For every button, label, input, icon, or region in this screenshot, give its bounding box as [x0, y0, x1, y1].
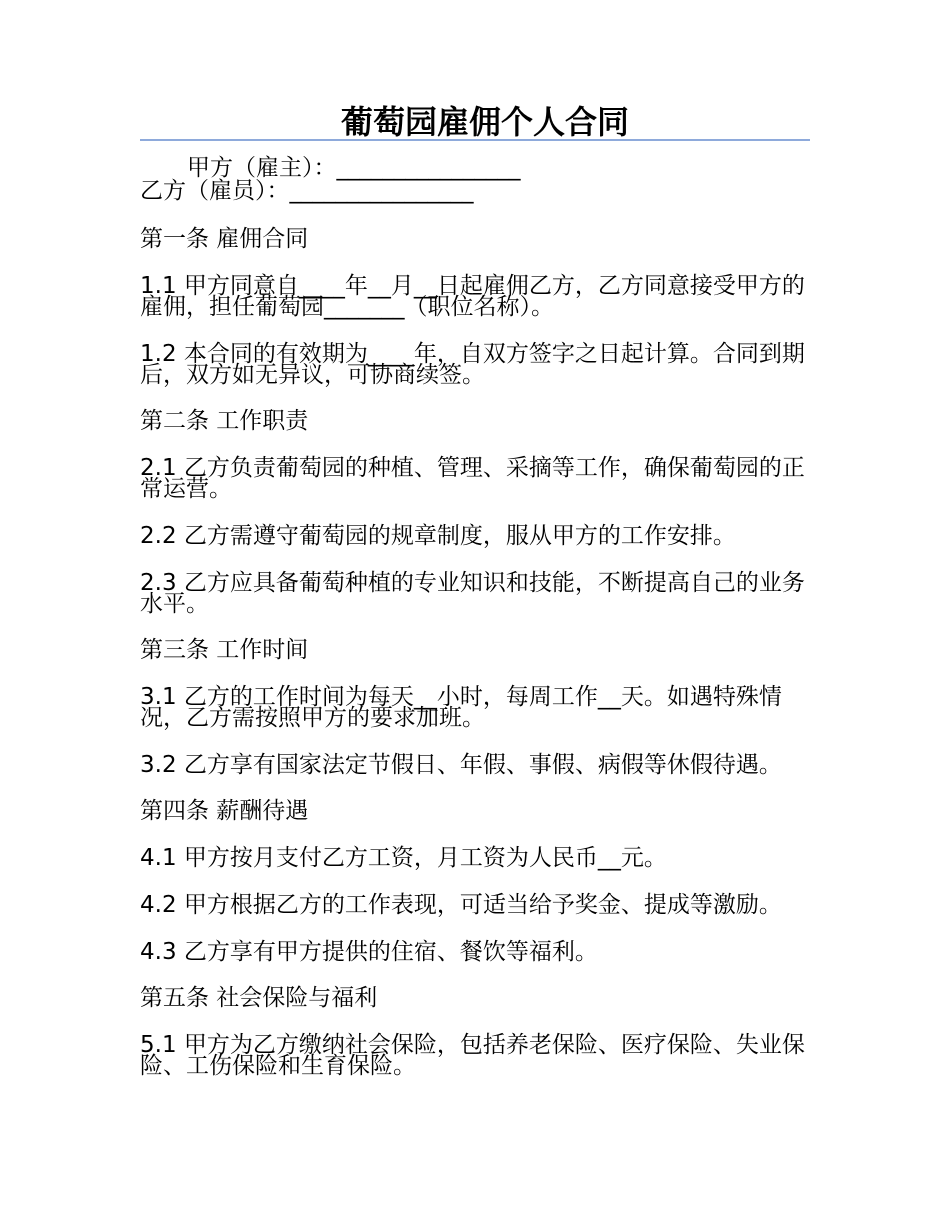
section-heading-1: 第一条 雇佣合同 — [140, 226, 309, 252]
party-a-line: 甲方（雇主）：________________ — [187, 155, 521, 181]
party-b-line: 乙方（雇员）：________________ — [140, 178, 474, 204]
clause-3-2: 3.2 乙方享有国家法定节假日、年假、事假、病假等休假待遇。 — [140, 752, 782, 778]
section-heading-3: 第三条 工作时间 — [140, 637, 309, 663]
clause-1-1: 1.1 甲方同意自____年__月__日起雇佣乙方，乙方同意接受甲方的雇佣，担任葡萄园_______（职位名称）。 — [140, 273, 805, 320]
clause-3-1: 3.1 乙方的工作时间为每天__小时，每周工作__天。如遇特殊情况，乙方需按照甲方的要求加班。 — [140, 684, 782, 731]
clause-2-3: 2.3 乙方应具备葡萄种植的专业知识和技能，不断提高自己的业务水平。 — [140, 570, 805, 617]
clause-2-1: 2.1 乙方负责葡萄园的种植、管理、采摘等工作，确保葡萄园的正常运营。 — [140, 455, 805, 502]
title-underline — [140, 139, 810, 141]
section-heading-4: 第四条 薪酬待遇 — [140, 798, 309, 824]
document-title: 葡萄园雇佣个人合同 — [340, 103, 629, 141]
document-body — [140, 155, 810, 1079]
clause-2-2: 2.2 乙方需遵守葡萄园的规章制度，服从甲方的工作安排。 — [140, 523, 736, 549]
clause-4-2: 4.2 甲方根据乙方的工作表现，可适当给予奖金、提成等激励。 — [140, 892, 782, 918]
clause-4-3: 4.3 乙方享有甲方提供的住宿、餐饮等福利。 — [140, 939, 598, 965]
section-heading-2: 第二条 工作职责 — [140, 408, 309, 434]
clause-4-1: 4.1 甲方按月支付乙方工资，月工资为人民币__元。 — [140, 845, 667, 871]
clause-5-1: 5.1 甲方为乙方缴纳社会保险，包括养老保险、医疗保险、失业保险、工伤保险和生育保险。 — [140, 1032, 805, 1079]
section-heading-5: 第五条 社会保险与福利 — [140, 985, 378, 1011]
clause-1-2: 1.2 本合同的有效期为____年，自双方签字之日起计算。合同到期后，双方如无异议，可协商续签。 — [140, 341, 805, 388]
